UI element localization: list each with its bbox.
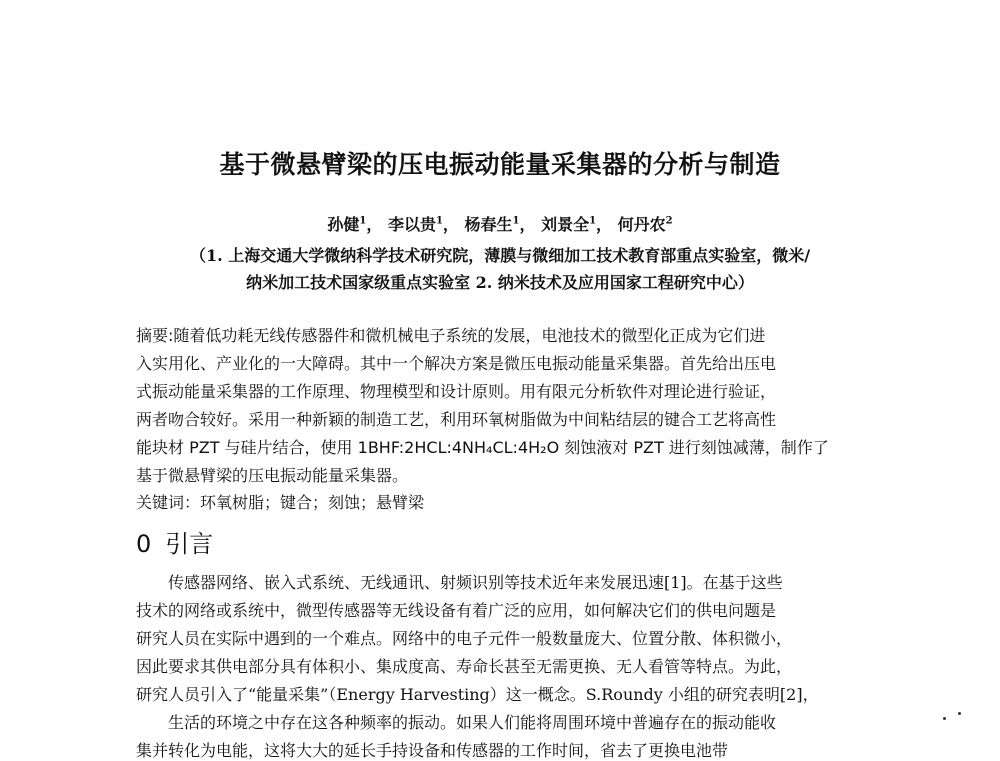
author-line: 孙健$^1$， 李以贵$^1$， 杨春生$^1$， 刘景全$^1$， 何丹农$^2$ (327, 215, 673, 234)
body-line: 研究人员在实际中遇到的一个难点。网络中的电子元件一般数量庞大、位置分散、体积微小， (136, 629, 793, 648)
body-line: 传感器网络、嵌入式系统、无线通讯、射频识别等技术近年来发展迅速[1]。在基于这些 (168, 573, 783, 592)
keywords-line: 关键词：环氧树脂；键合；刻蚀；悬臂梁 (136, 493, 425, 512)
section-title: 引言 (165, 530, 214, 558)
affiliation-line-2: 纳米加工技术国家级重点实验室 2. 纳米技术及应用国家工程研究中心） (246, 273, 754, 292)
author-affil-mark: 1 (589, 215, 597, 227)
body-line: 技术的网络或系统中，微型传感器等无线设备有着广泛的应用，如何解决它们的供电问题是 (136, 601, 777, 620)
author-affil-mark: 1 (435, 215, 443, 227)
abstract-line: 摘要:随着低功耗无线传感器件和微机械电子系统的发展，电池技术的微型化正成为它们进 (136, 326, 766, 345)
body-line: 集并转化为电能，这将大大的延长手持设备和传感器的工作时间，省去了更换电池带 (136, 741, 729, 760)
author-name: 孙健 (327, 215, 360, 234)
body-line: 生活的环境之中存在这各种频率的振动。如果人们能将周围环境中普遍存在的振动能收 (168, 713, 777, 732)
author-name: 杨春生 (464, 215, 513, 234)
body-line: 因此要求其供电部分具有体积小、集成度高、寿命长甚至无需更换、无人看管等特点。为此， (136, 657, 793, 676)
author-name: 何丹农 (617, 215, 666, 234)
author-affil-mark: 1 (359, 215, 367, 227)
abstract-line: 能块材 PZT 与硅片结合，使用 1BHF:2HCL:4NH₄CL:4H₂O 刻蚀液对 PZT 进行刻蚀减薄，制作了 (136, 438, 829, 457)
author-affil-mark: 2 (665, 215, 673, 227)
author-name: 刘景全 (541, 215, 590, 234)
abstract-line: 基于微悬臂梁的压电振动能量采集器。 (136, 466, 409, 485)
scan-speck (958, 712, 961, 715)
paper-title: 基于微悬臂梁的压电振动能量采集器的分析与制造 (219, 150, 781, 179)
author-name: 李以贵 (387, 215, 436, 234)
author-affil-mark: 1 (512, 215, 520, 227)
body-line: 研究人员引入了“能量采集”（Energy Harvesting）这一概念。S.Roundy 小组的研究表明[2]， (136, 685, 819, 704)
section-heading (136, 524, 213, 559)
section-number: 0 (136, 530, 152, 558)
scan-speck (943, 717, 946, 720)
abstract-line: 式振动能量采集器的工作原理、物理模型和设计原则。用有限元分析软件对理论进行验证， (136, 382, 777, 401)
abstract-line: 入实用化、产业化的一大障碍。其中一个解决方案是微压电振动能量采集器。首先给出压电 (136, 354, 777, 373)
abstract-line: 两者吻合较好。采用一种新颖的制造工艺，利用环氧树脂做为中间粘结层的键合工艺将高性 (136, 410, 777, 429)
affiliation-line-1: （1. 上海交通大学微纳科学技术研究院，薄膜与微细加工技术教育部重点实验室，微米/ (189, 246, 811, 265)
